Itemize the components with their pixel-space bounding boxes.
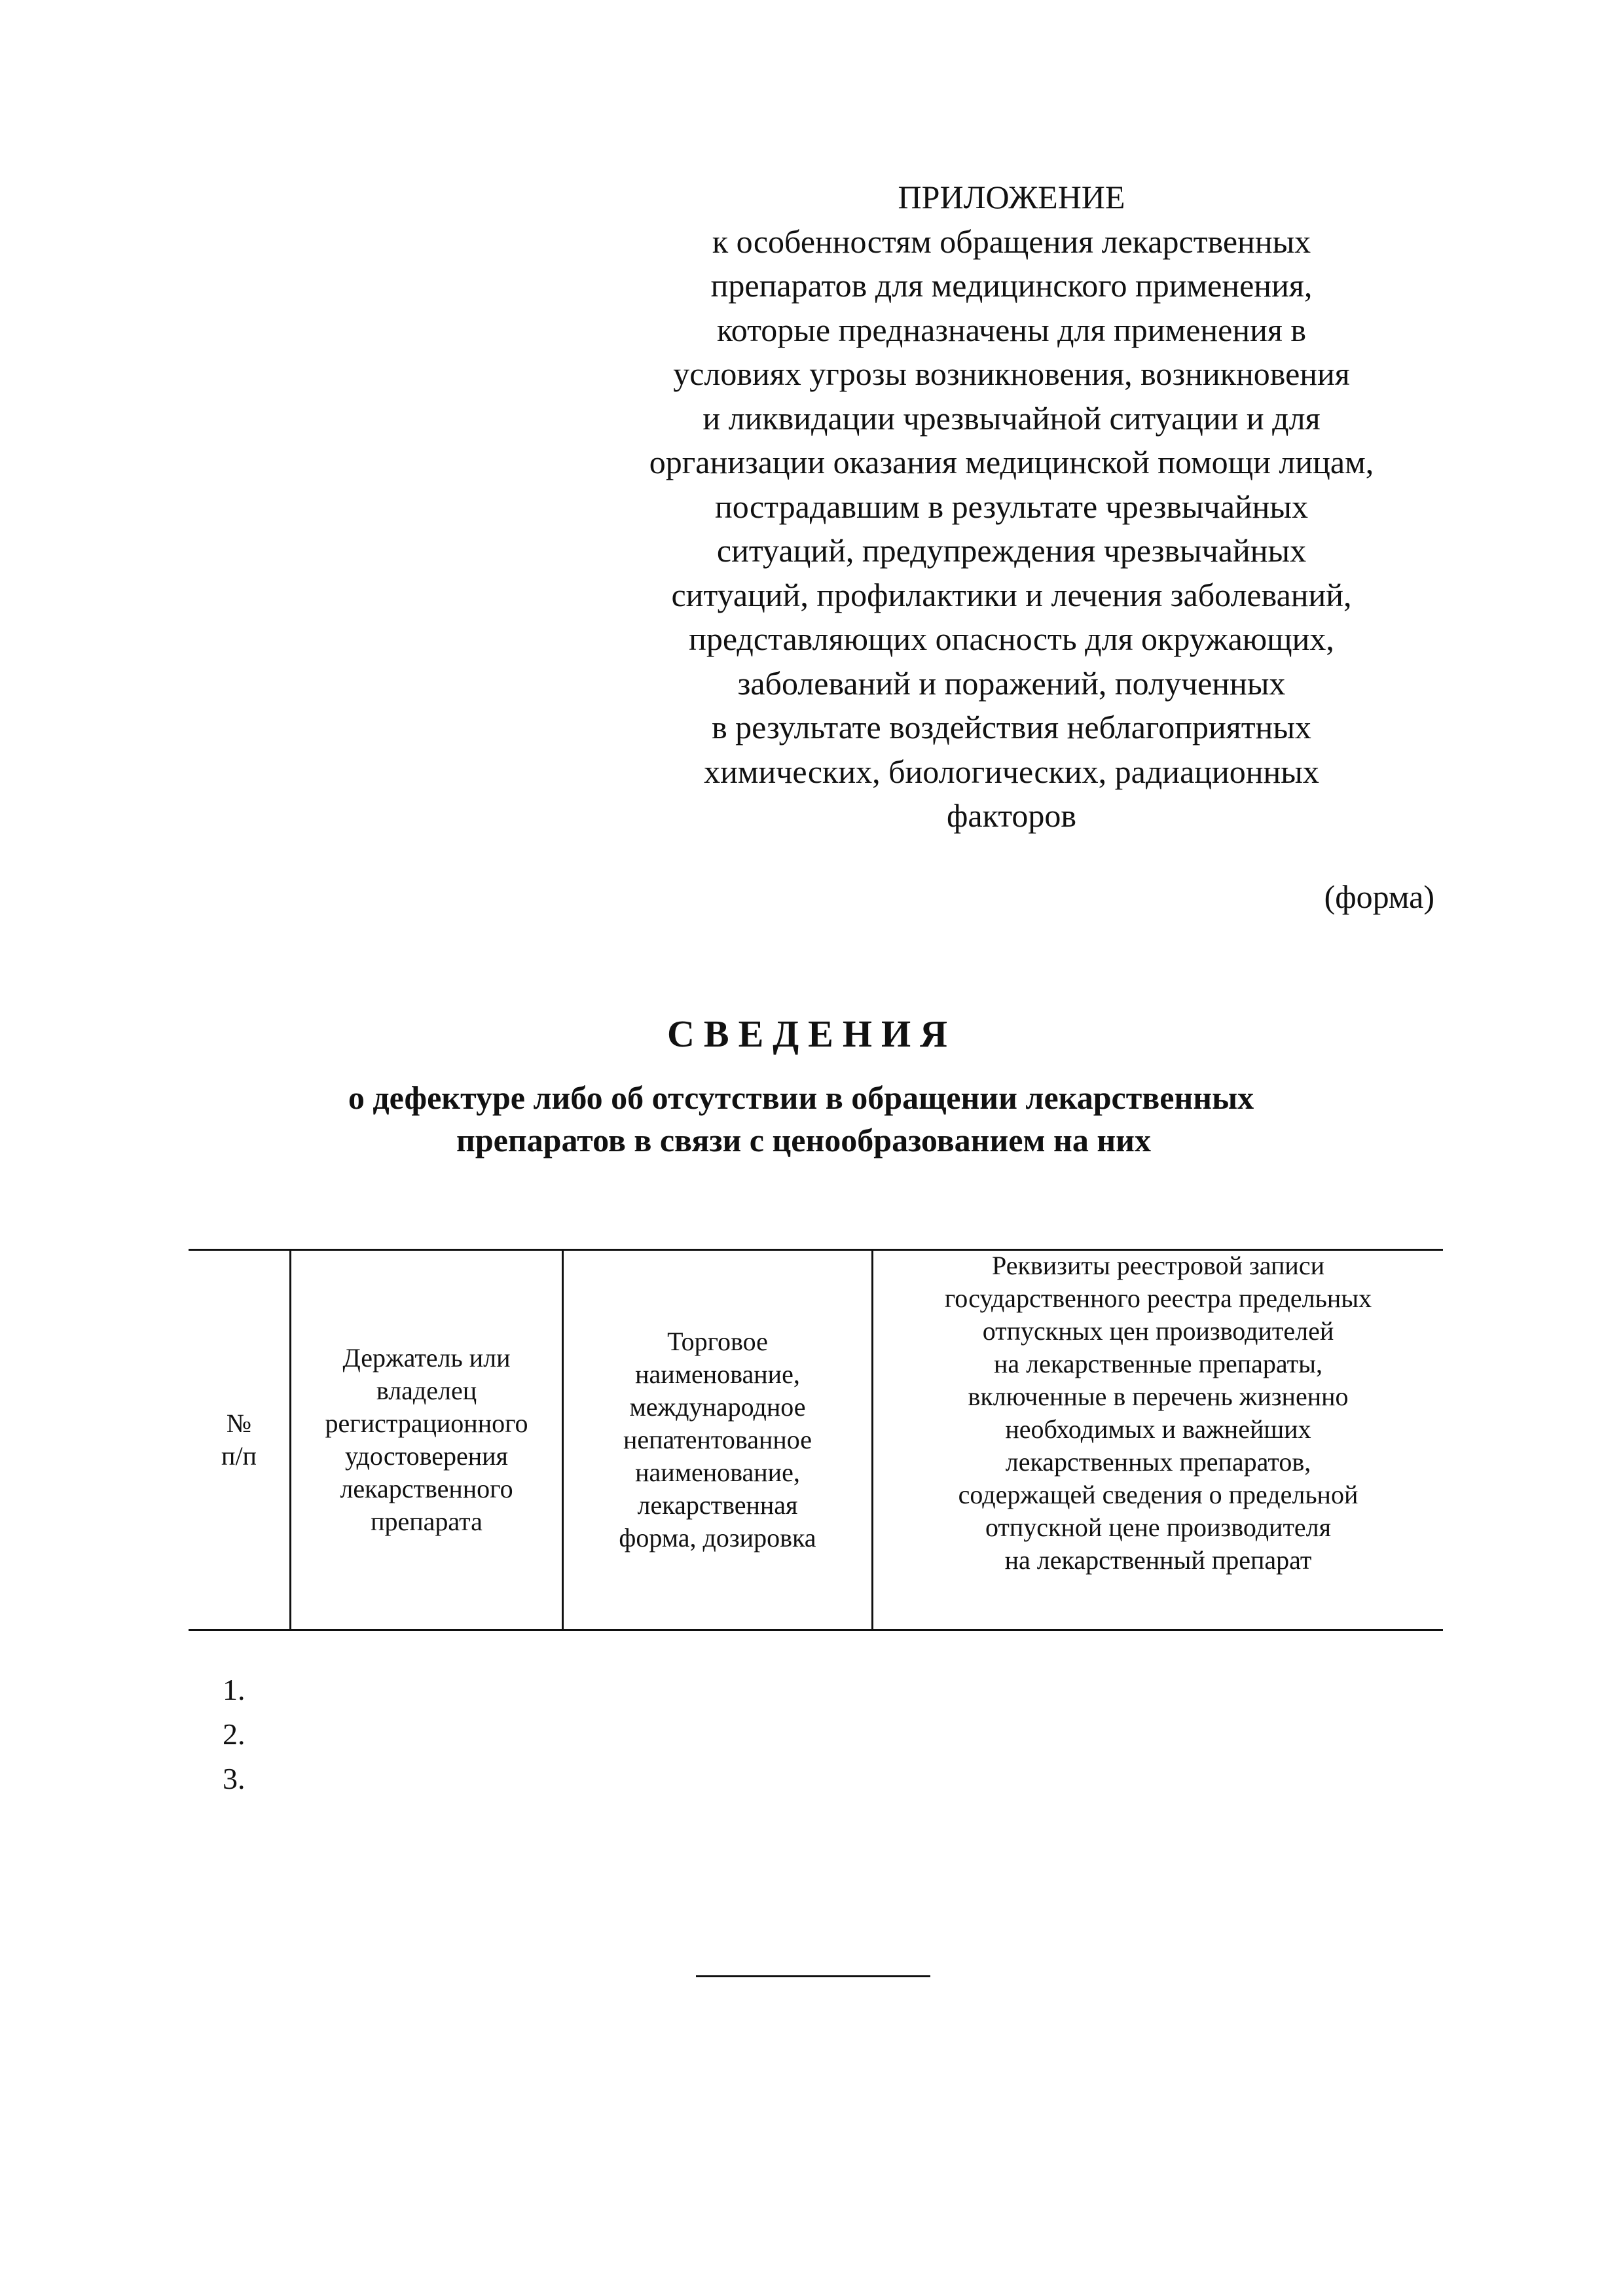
header-cell-requisites bbox=[873, 1251, 1443, 1629]
appendix-header bbox=[576, 175, 1447, 838]
appendix-line: представляющих опасность для окружающих, bbox=[689, 620, 1334, 657]
header-text: наименование, bbox=[635, 1458, 800, 1487]
document-subtitle bbox=[0, 1077, 1623, 1162]
header-text: государственного реестра предельных bbox=[944, 1283, 1372, 1313]
subtitle-line-1: о дефектуре либо об отсутствии в обращении лекарственных bbox=[348, 1079, 1254, 1116]
header-text: непатентованное bbox=[623, 1425, 812, 1454]
form-label: (форма) bbox=[1324, 878, 1434, 915]
header-text: на лекарственные препараты, bbox=[994, 1349, 1322, 1378]
row-number: 1. bbox=[223, 1673, 246, 1706]
appendix-line: препаратов для медицинского применения, bbox=[710, 267, 1313, 304]
appendix-line: ситуаций, профилактики и лечения заболеваний, bbox=[671, 576, 1352, 613]
appendix-line: организации оказания медицинской помощи лицам, bbox=[649, 444, 1374, 480]
header-text: лекарственного bbox=[340, 1474, 513, 1503]
header-text: № bbox=[226, 1408, 252, 1438]
header-text: лекарственных препаратов, bbox=[1005, 1447, 1311, 1477]
header-text: Реквизиты реестровой записи bbox=[991, 1251, 1324, 1280]
appendix-line: пострадавшим в результате чрезвычайных bbox=[714, 488, 1308, 525]
appendix-line: условиях угрозы возникновения, возникновения bbox=[673, 355, 1350, 392]
end-divider bbox=[696, 1975, 930, 1977]
header-text: на лекарственный препарат bbox=[1004, 1545, 1312, 1575]
header-text: международное bbox=[629, 1392, 806, 1422]
appendix-line: факторов bbox=[946, 797, 1077, 834]
appendix-line: к особенностям обращения лекарственных bbox=[712, 223, 1311, 260]
header-text: регистрационного bbox=[325, 1408, 528, 1438]
appendix-line: и ликвидации чрезвычайной ситуации и для bbox=[702, 399, 1321, 437]
appendix-line: ситуаций, предупреждения чрезвычайных bbox=[716, 532, 1307, 569]
header-text: наименование, bbox=[635, 1359, 800, 1389]
appendix-line: химических, биологических, радиационных bbox=[704, 753, 1319, 790]
table-rows bbox=[223, 1668, 246, 1801]
header-text: Торговое bbox=[667, 1327, 768, 1356]
header-text: владелец bbox=[376, 1376, 477, 1405]
header-text: отпускных цен производителей bbox=[982, 1316, 1334, 1346]
row-number: 3. bbox=[223, 1762, 246, 1795]
subtitle-line-2: препаратов в связи с ценообразованием на них bbox=[456, 1122, 1151, 1158]
header-text: необходимых и важнейших bbox=[1005, 1414, 1311, 1444]
header-text: Держатель или bbox=[342, 1343, 511, 1372]
header-text: форма, дозировка bbox=[619, 1523, 816, 1552]
header-cell-number bbox=[189, 1251, 291, 1629]
row-number: 2. bbox=[223, 1717, 246, 1751]
header-text: препарата bbox=[371, 1507, 483, 1536]
header-cell-trade-name bbox=[564, 1251, 873, 1629]
header-text: п/п bbox=[221, 1441, 257, 1471]
appendix-line: которые предназначены для применения в bbox=[717, 311, 1306, 348]
header-text: включенные в перечень жизненно bbox=[968, 1382, 1349, 1411]
form-table-header bbox=[189, 1249, 1443, 1631]
appendix-line: заболеваний и поражений, полученных bbox=[737, 664, 1286, 702]
appendix-line: в результате воздействия неблагоприятных bbox=[712, 709, 1311, 745]
header-text: лекарственная bbox=[637, 1490, 798, 1520]
header-cell-holder bbox=[291, 1251, 564, 1629]
header-text: отпускной цене производителя bbox=[985, 1513, 1332, 1542]
document-title: СВЕДЕНИЯ bbox=[667, 1013, 957, 1055]
header-text: удостоверения bbox=[345, 1441, 508, 1471]
appendix-title: ПРИЛОЖЕНИЕ bbox=[898, 179, 1125, 215]
header-text: содержащей сведения о предельной bbox=[958, 1480, 1359, 1509]
